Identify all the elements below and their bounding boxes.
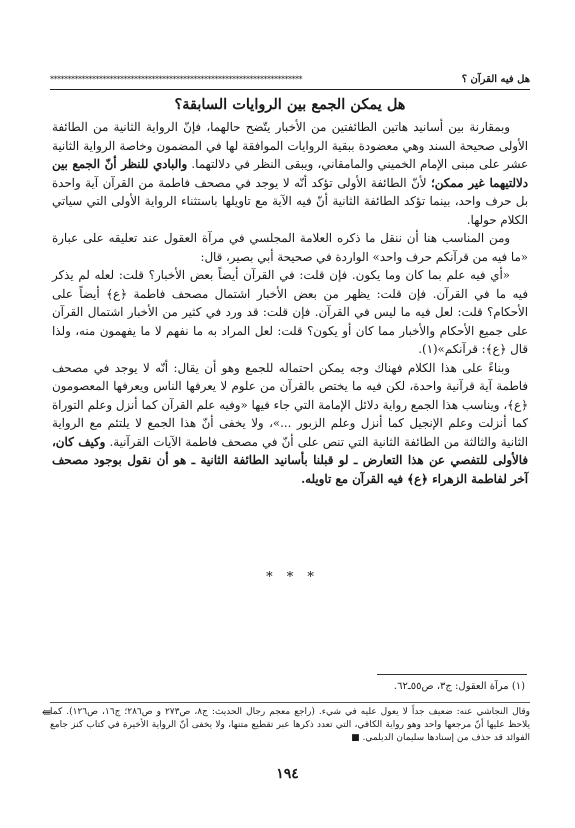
footnote-continuation-rule xyxy=(50,702,530,703)
running-head-title: هل فيه القرآن ؟ xyxy=(461,74,530,85)
body-text xyxy=(52,118,528,488)
paragraph-conclusion-emphasis: وكيف كان، فالأولى للتفصي عن هذا التعارض ـ لو قبلنا بأسانيد الطائفة الثانية ـ هو أن نقول بوجود مصحف آخر لفاطمة الزهراء ﴿ع﴾ فيه القرآن مع تاويله. xyxy=(52,434,528,486)
paragraph-comparison-rest: لأنّ الطائفة الأولى تؤكد أنّه لا يوجد في مصحف فاطمة من القرآن آية واحدة بل حرف واحد، بينما تؤكد الطائفة الثانية أنّ فيه الآية مع تاويلها باستثناء الرواية الأولى التي سياتي الكلام حولها. xyxy=(52,175,528,227)
section-title: هل يمكن الجمع بين الروايات السابقة؟ xyxy=(174,96,406,113)
page-number: ١٩٤ xyxy=(276,766,299,782)
paragraph-reconciliation xyxy=(52,359,528,489)
footnote-continuation xyxy=(42,706,531,745)
paragraph-reconciliation-text: وبناءً على هذا الكلام فهناك وجه يمكن احتماله للجمع وهو أن يقال: أنّه لا يوجد في مصحف فاطمة آية قرآنية واحدة، لكن فيه ما يختص بالقرآن من علوم لا يعرفها الناس ويعرفها المعصومون ﴿ع﴾، ويناسب هذا الجمع رواية دلائل الإمامة التي جاء فيها «وفيه علم القرآن كما أنزل وعلم التوراة كما أنزلت وعلم الإنجيل كما أنزل وعلم الزبور ...»، ولا يخفى أنّ هذا الجمع لا يلتئم مع الرواية الثانية والثالثة من الطائفة الثانية التي تنص على أنّ في مصحف فاطمة الآيات القرآنية. xyxy=(52,360,528,449)
footnote-1: (١) مرآة العقول: ج٣، ص٥٥ـ٦٢. xyxy=(393,681,525,692)
running-head-stars: ************************************************************************ xyxy=(50,75,302,84)
header-rule xyxy=(50,89,530,90)
paragraph-comparison-text: وبمقارنة بين أسانيد هاتين الطائفتين من الأخبار يتّضح حالهما، فإنّ الرواية الثانية من الطائفة الأولى صحيحة السند وهي معضودة ببقية الروايات الموافقة لها في المضمون وخاصة الرواية الثانية عشر على مبنى الإمام الخميني والمامقاني، ويبقى النظر في دلالتهما. xyxy=(52,120,529,171)
footnote-rule xyxy=(377,674,527,675)
section-break-asterisms: * * * xyxy=(266,570,314,585)
paragraph-comparison xyxy=(52,118,528,229)
footnote-continuation-text: وقال النجاشي عنه: ضعيف جداً لا يعول عليه في شيء. (راجع معجم رجال الحديث: ج٨، ص٢٧٣ و ص٢٨٦؛ ج١٦، ص١٢٦). كما يلاحظ عليها أنّ مرجعها واحد وهو رواية الكافي، التي تعدد ذكرها عبر تقطيع متنها، ولا يخفى أنّ الرواية الأخيرة في كتاب كنز جامع الفوائد قد حذف من إسنادها سليمان الديلمي. ■ xyxy=(50,707,531,743)
continuation-arrow-icon: ⇚ xyxy=(42,706,52,719)
paragraph-quote: «أي فيه علم بما كان وما يكون. فإن قلت: في القرآن أيضاً بعض الأخبار؟ قلت: لعله لم يذكر فيه ما في القرآن. فإن قلت: يظهر من بعض الأخبار اشتمال مصحف فاطمة ﴿ع﴾ أيضاً على الأحكام؟ قلت: لعل فيه ما ليس في القرآن. فإن قلت: قد ورد في كثير من الأخبار اشتمال القرآن على جميع الأحكام والأخبار مما كان أو يكون؟ قلت: لعل المراد به ما نفهم لا ما يفهمون منه، ولذا قال ﴿ع﴾: قرآنكم»(١). xyxy=(52,268,528,356)
paragraph-comparison-emphasis: والبادي للنظر أنّ الجمع بين دلالتيهما غير ممكن؛ xyxy=(52,157,528,190)
paragraph-majlisi: ومن المناسب هنا أن ننقل ما ذكره العلامة المجلسي في مرآة العقول عند تعليقه على عبارة «ما فيه من قرآنكم حرف واحد» الواردة في صحيحة أبي بصير، قال: xyxy=(52,231,528,264)
running-head xyxy=(50,72,530,88)
